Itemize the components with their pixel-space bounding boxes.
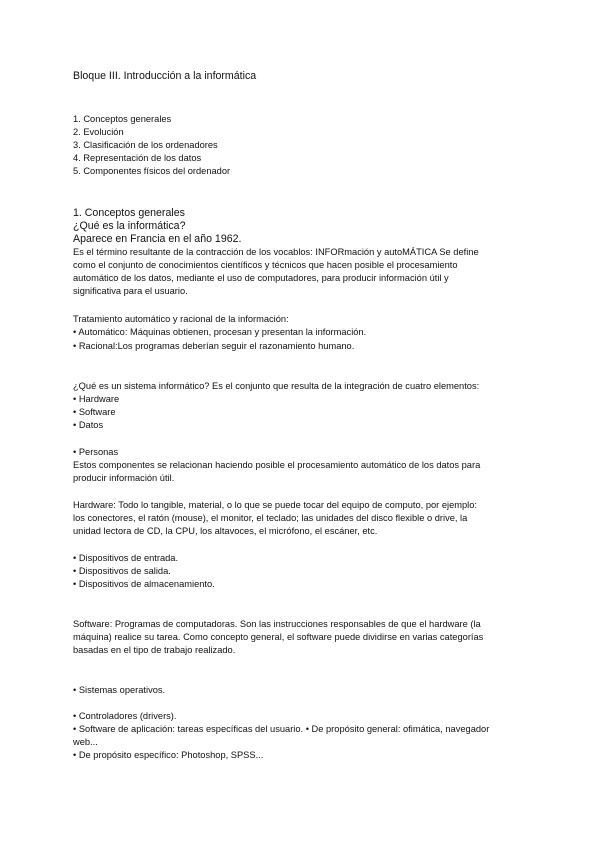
list-item: • Automático: Máquinas obtienen, procesan y presentan la información. xyxy=(73,327,367,337)
paragraph-line: Es el término resultante de la contracción de los vocablos: INFORmación y autoMÁTICA Se define xyxy=(73,247,479,257)
toc-item: 4. Representación de los datos xyxy=(73,153,202,163)
paragraph-line: como el conjunto de conocimientos científicos y técnicos que hacen posible el procesamiento xyxy=(73,260,458,270)
treatment-title: Tratamiento automático y racional de la información: xyxy=(73,314,289,324)
list-item: • Sistemas operativos. xyxy=(73,685,166,695)
toc-item: 3. Clasificación de los ordenadores xyxy=(73,140,218,150)
list-item: • Controladores (drivers). xyxy=(73,711,177,721)
list-item: • Racional:Los programas deberían seguir el razonamiento humano. xyxy=(73,341,355,351)
paragraph-line: basadas en el tipo de trabajo realizado. xyxy=(73,645,236,655)
origin-text: Aparece en Francia en el año 1962. xyxy=(73,233,242,245)
toc-item: 2. Evolución xyxy=(73,127,124,137)
list-item: • Software de aplicación: tareas específicas del usuario. • De propósito general: ofimática, navegador xyxy=(73,724,490,734)
paragraph-line: producir información útil. xyxy=(73,473,175,483)
list-item: • De propósito específico: Photoshop, SPSS... xyxy=(73,750,264,760)
section-heading: 1. Conceptos generales xyxy=(73,207,185,219)
paragraph-line: los conectores, el ratón (mouse), el monitor, el teclado; las unidades del disco flexible o drive, la xyxy=(73,513,468,523)
list-item: • Datos xyxy=(73,420,104,430)
toc-item: 5. Componentes físicos del ordenador xyxy=(73,166,231,176)
paragraph-line: máquina) realice su tarea. Como concepto general, el software puede dividirse en varias categorías xyxy=(73,632,484,642)
section-question: ¿Qué es la informática? xyxy=(73,220,186,232)
list-item: web... xyxy=(73,737,98,747)
list-item: • Dispositivos de almacenamiento. xyxy=(73,579,215,589)
system-intro: ¿Qué es un sistema informático? Es el conjunto que resulta de la integración de cuatro elementos: xyxy=(73,381,480,391)
paragraph-line: significativa para el usuario. xyxy=(73,286,188,296)
document-title: Bloque III. Introducción a la informática xyxy=(73,70,257,82)
list-item: • Software xyxy=(73,407,116,417)
list-item: • Dispositivos de salida. xyxy=(73,566,171,576)
paragraph-line: Hardware: Todo lo tangible, material, o lo que se puede tocar del equipo de computo, por ejemplo: xyxy=(73,500,477,510)
toc-item: 1. Conceptos generales xyxy=(73,114,172,124)
list-item: • Hardware xyxy=(73,394,120,404)
paragraph-line: unidad lectora de CD, la CPU, los altavoces, el micrófono, el escáner, etc. xyxy=(73,526,378,536)
paragraph-line: automático de los datos, mediante el uso de computadores, para producir información útil y xyxy=(73,273,449,283)
paragraph-line: Estos componentes se relacionan haciendo posible el procesamiento automático de los datos para xyxy=(73,460,481,470)
paragraph-line: Software: Programas de computadoras. Son las instrucciones responsables de que el hardware (la xyxy=(73,619,481,629)
list-item: • Dispositivos de entrada. xyxy=(73,553,179,563)
list-item: • Personas xyxy=(73,447,119,457)
